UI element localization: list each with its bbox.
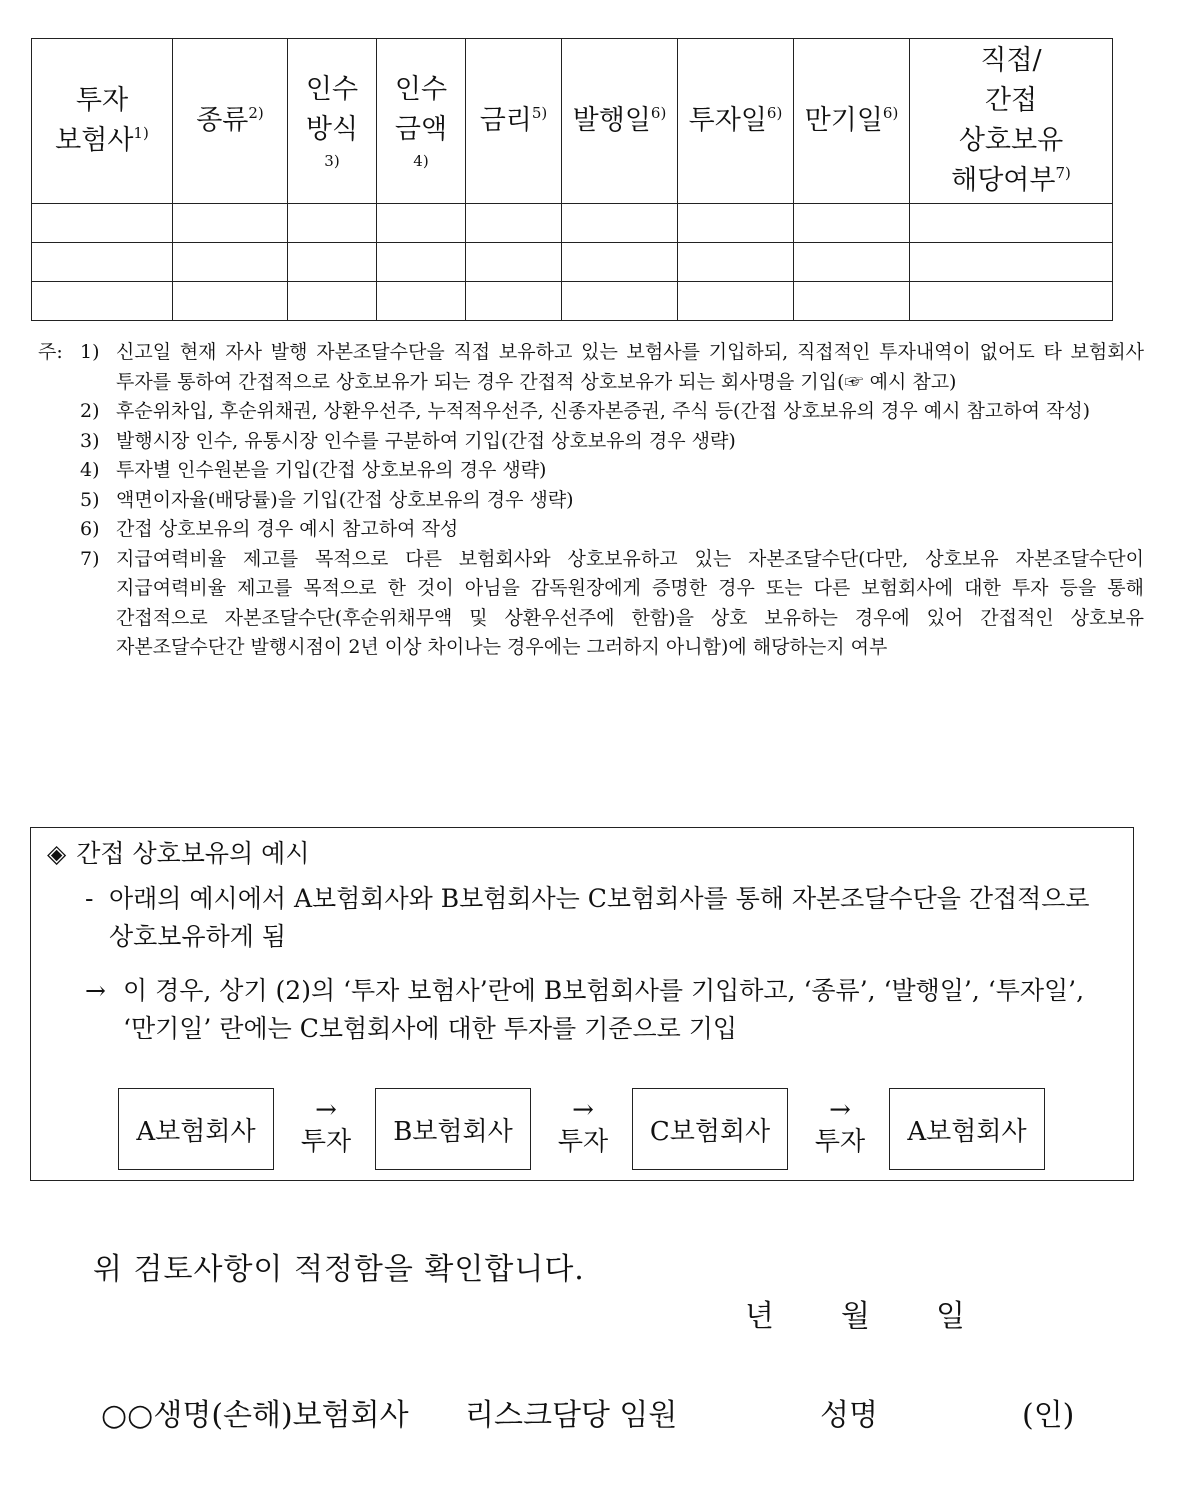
example-title — [47, 838, 309, 870]
table-cell[interactable] — [377, 204, 466, 243]
footnote-label: 6) — [80, 518, 100, 540]
table-cell[interactable] — [377, 282, 466, 321]
table-cell[interactable] — [173, 243, 288, 282]
footnote-item — [38, 486, 1144, 516]
table-header-cell — [377, 39, 466, 204]
table-header-cell — [173, 39, 288, 204]
example-description-text: 아래의 예시에서 A보험회사와 B보험회사는 C보험회사를 통해 자본조달수단을 간접적으로 상호보유하게 됨 — [109, 884, 1090, 951]
header-text: 투자일 — [688, 105, 767, 136]
flow-company-label: A보험회사 — [907, 1116, 1027, 1147]
footnote-prefix: 주: — [38, 341, 63, 363]
footnote-ref: 6) — [882, 104, 899, 122]
date-day-label: 일 — [936, 1299, 965, 1334]
footnote-ref: 3) — [324, 152, 340, 170]
header-text: 금리 — [479, 105, 532, 136]
table-cell[interactable] — [173, 282, 288, 321]
footnote-item — [38, 338, 1144, 397]
table-cell[interactable] — [910, 243, 1113, 282]
footnote-item — [38, 397, 1144, 427]
date-month-label: 월 — [841, 1299, 870, 1334]
table-cell[interactable] — [173, 204, 288, 243]
header-text: 투자 — [75, 85, 129, 116]
footnote-label: 5) — [80, 488, 100, 511]
flow-company-box — [632, 1088, 788, 1170]
footnote-text: 후순위차입, 후순위채권, 상환우선주, 누적적우선주, 신종자본증권, 주식 등(간접 상호보유의 경우 예시 참고하여 작성) — [116, 400, 1091, 422]
table-cell[interactable] — [466, 282, 562, 321]
footnote-ref: 1) — [133, 124, 149, 142]
table-cell[interactable] — [466, 204, 562, 243]
example-box — [30, 827, 1134, 1181]
table-body — [32, 204, 1113, 321]
table-cell[interactable] — [794, 204, 910, 243]
footnote-label: 7) — [80, 547, 100, 570]
table-cell[interactable] — [910, 282, 1113, 321]
table-cell[interactable] — [288, 282, 377, 321]
header-text: 금액 — [394, 114, 448, 145]
footnote-ref: 2) — [248, 104, 264, 122]
footnote-ref: 6) — [766, 104, 783, 122]
example-instruction-text: 이 경우, 상기 (2)의 ‘투자 보험사’란에 B보험회사를 기입하고, ‘종류’, ‘발행일’, ‘투자일’, ‘만기일’ 란에는 C보험회사에 대한 투자를 기준으로 기입 — [123, 976, 1085, 1043]
table-cell[interactable] — [678, 243, 794, 282]
flow-arrow — [543, 1094, 623, 1158]
flow-arrow — [800, 1094, 880, 1158]
table-row — [32, 282, 1113, 321]
footnote-text: 액면이자율(배당률)을 기입(간접 상호보유의 경우 생략) — [116, 488, 574, 511]
flow-arrow — [286, 1094, 366, 1158]
footnote-label: 4) — [80, 459, 100, 481]
investment-table — [31, 38, 1113, 321]
table-cell[interactable] — [32, 243, 173, 282]
flow-company-box — [118, 1088, 274, 1170]
example-instruction — [85, 972, 1115, 1048]
footnote-item — [38, 456, 1144, 486]
footnote-ref: 4) — [413, 152, 429, 170]
footnote-text: 투자별 인수원본을 기입(간접 상호보유의 경우 생략) — [116, 459, 547, 481]
header-text: 만기일 — [804, 105, 883, 136]
footnote-item — [38, 545, 1144, 663]
name-label: 성명 — [820, 1398, 878, 1433]
footnote-ref: 6) — [650, 104, 667, 122]
table-row — [32, 204, 1113, 243]
table-header-cell — [910, 39, 1113, 204]
header-text: 인수 — [305, 74, 359, 105]
right-arrow-icon: → — [572, 1095, 594, 1125]
date-year-label: 년 — [745, 1299, 774, 1334]
header-text: 해당여부 — [951, 165, 1056, 196]
table-cell[interactable] — [288, 243, 377, 282]
flow-company-label: A보험회사 — [136, 1116, 256, 1147]
table-cell[interactable] — [678, 282, 794, 321]
footnote-text: 지급여력비율 제고를 목적으로 다른 보험회사와 상호보유하고 있는 자본조달수단(다만, 상호보유 자본조달수단이 지급여력비율 제고를 목적으로 한 것이 아님을 감독원장에게 증명한 경우 또는 다른 보험회사에 대한 투자 등을 통해 간접적으로 자본조달수단(후순위채무액 및 상환우선주에 한함)을 상호 보유하는 경우에 있어 간접적인 상호보유 자본조달수단간 발행시점이 2년 이상 차이나는 경우에는 그러하지 아니함)에 해당하는지 여부 — [116, 547, 1144, 658]
flow-arrow-label: 투자 — [814, 1127, 866, 1157]
flow-company-box — [889, 1088, 1045, 1170]
right-arrow-icon: → — [85, 976, 106, 1005]
header-text: 종류 — [196, 105, 249, 136]
table-header-cell — [466, 39, 562, 204]
table-cell[interactable] — [377, 243, 466, 282]
table-header-cell — [562, 39, 678, 204]
table-header-row — [32, 39, 1113, 204]
header-text: 간접 — [984, 85, 1038, 116]
footnote-item — [38, 515, 1144, 545]
example-description — [85, 880, 1115, 956]
footnote-item — [38, 427, 1144, 457]
company-name: ○○생명(손해)보험회사 — [101, 1398, 409, 1433]
footnote-label: 3) — [80, 429, 100, 452]
flow-company-label: B보험회사 — [393, 1116, 513, 1147]
seal-label: (인) — [1022, 1398, 1075, 1433]
table-cell[interactable] — [32, 204, 173, 243]
header-text: 방식 — [305, 114, 359, 145]
table-cell[interactable] — [32, 282, 173, 321]
signer-role: 리스크담당 임원 — [465, 1398, 678, 1433]
flow-company-label: C보험회사 — [649, 1116, 771, 1147]
table-cell[interactable] — [794, 243, 910, 282]
table-cell[interactable] — [562, 243, 678, 282]
table-header-cell — [32, 39, 173, 204]
dash-bullet-icon: - — [85, 884, 94, 913]
right-arrow-icon: → — [315, 1095, 337, 1125]
flow-arrow-label: 투자 — [300, 1127, 352, 1157]
table-cell[interactable] — [794, 282, 910, 321]
table-cell[interactable] — [910, 204, 1113, 243]
table-header-cell — [678, 39, 794, 204]
header-text: 인수 — [394, 74, 448, 105]
footnote-ref: 5) — [531, 104, 548, 122]
table-cell[interactable] — [562, 282, 678, 321]
table-cell[interactable] — [678, 204, 794, 243]
header-text: 보험사 — [55, 125, 134, 156]
table-cell[interactable] — [288, 204, 377, 243]
footnote-ref: 7) — [1055, 164, 1071, 182]
footnotes — [38, 338, 1144, 663]
header-text: 상호보유 — [958, 125, 1064, 156]
table-cell[interactable] — [562, 204, 678, 243]
table-cell[interactable] — [466, 243, 562, 282]
footnote-label: 2) — [80, 400, 100, 422]
flow-company-box — [375, 1088, 531, 1170]
header-text: 발행일 — [572, 105, 651, 136]
diamond-bullet-icon: ◈ — [47, 839, 67, 868]
example-title-text: 간접 상호보유의 예시 — [76, 839, 310, 868]
footnote-text: 신고일 현재 자사 발행 자본조달수단을 직접 보유하고 있는 보험사를 기입하되, 직접적인 투자내역이 없어도 타 보험회사 투자를 통하여 간접적으로 상호보유가 되는 경우 간접적 상호보유가 되는 회사명을 기입(☞ 예시 참고) — [116, 341, 1144, 393]
table-row — [32, 243, 1113, 282]
footnote-text: 발행시장 인수, 유통시장 인수를 구분하여 기입(간접 상호보유의 경우 생략) — [116, 429, 736, 452]
table-header-cell — [794, 39, 910, 204]
footnote-text: 간접 상호보유의 경우 예시 참고하여 작성 — [116, 518, 459, 540]
footnote-label: 1) — [80, 341, 100, 363]
table-header-cell — [288, 39, 377, 204]
right-arrow-icon: → — [829, 1095, 851, 1125]
flow-arrow-label: 투자 — [557, 1127, 609, 1157]
header-text: 직접/ — [980, 45, 1042, 76]
confirmation-statement: 위 검토사항이 적정함을 확인합니다. — [93, 1252, 585, 1287]
